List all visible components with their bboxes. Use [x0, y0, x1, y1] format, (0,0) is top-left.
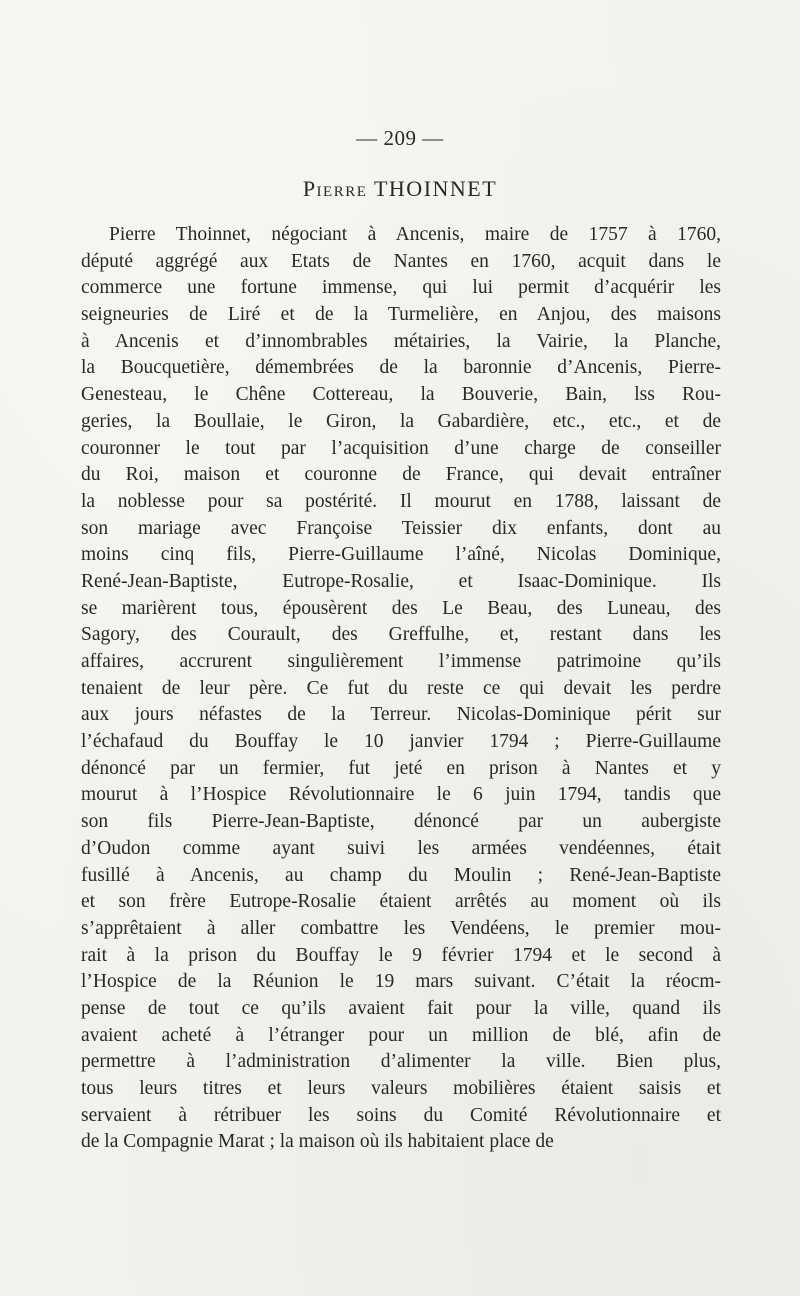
text-line: René-Jean-Baptiste, Eutrope-Rosalie, et Isaac-Dominique. Ils: [81, 570, 721, 592]
text-line: geries, la Boullaie, le Giron, la Gabardière, etc., etc., et de: [81, 410, 721, 432]
text-line: et son frère Eutrope-Rosalie étaient arrêtés au moment où ils: [81, 891, 721, 913]
text-line: couronner le tout par l’acquisition d’une charge de conseiller: [81, 437, 721, 459]
text-line: du Roi, maison et couronne de France, qui devait entraîner: [81, 464, 721, 486]
text-line: rait à la prison du Bouffay le 9 février 1794 et le second à: [81, 944, 721, 966]
section-heading: Pierre THOINNET: [302, 176, 498, 201]
text-line: Genesteau, le Chêne Cottereau, la Bouverie, Bain, lss Rou-: [81, 384, 721, 406]
text-line: servaient à rétribuer les soins du Comité Révolutionnaire et: [81, 1104, 721, 1126]
body-paragraph: [81, 222, 721, 1156]
text-line: Sagory, des Courault, des Greffulhe, et, restant dans les: [81, 624, 721, 646]
text-line: de la Compagnie Marat ; la maison où ils habitaient place de: [81, 1131, 554, 1153]
text-line: fusillé à Ancenis, au champ du Moulin ; René-Jean-Baptiste: [81, 864, 721, 886]
text-line: la noblesse pour sa postérité. Il mourut en 1788, laissant de: [81, 490, 721, 512]
text-line: son mariage avec Françoise Teissier dix enfants, dont au: [81, 517, 721, 539]
text-line: mourut à l’Hospice Révolutionnaire le 6 juin 1794, tandis que: [81, 784, 721, 806]
text-line: moins cinq fils, Pierre-Guillaume l’aîné, Nicolas Dominique,: [81, 544, 721, 566]
text-line: avaient acheté à l’étranger pour un million de blé, afin de: [81, 1024, 721, 1046]
text-line: la Boucquetière, démembrées de la baronnie d’Ancenis, Pierre-: [81, 357, 721, 379]
text-line: l’échafaud du Bouffay le 10 janvier 1794 ; Pierre-Guillaume: [81, 731, 721, 753]
text-line: aux jours néfastes de la Terreur. Nicolas-Dominique périt sur: [81, 704, 721, 726]
text-line: son fils Pierre-Jean-Baptiste, dénoncé par un aubergiste: [81, 811, 721, 833]
text-line: dénoncé par un fermier, fut jeté en prison à Nantes et y: [81, 757, 721, 779]
text-line: s’apprêtaient à aller combattre les Vendéens, le premier mou-: [81, 917, 721, 939]
text-line: affaires, accrurent singulièrement l’immense patrimoine qu’ils: [81, 651, 721, 672]
text-line: tenaient de leur père. Ce fut du reste ce qui devait les perdre: [81, 677, 721, 699]
text-line: permettre à l’administration d’alimenter la ville. Bien plus,: [81, 1051, 721, 1073]
text-line: l’Hospice de la Réunion le 19 mars suivant. C’était la réocm-: [81, 971, 721, 993]
text-line: seigneuries de Liré et de la Turmelière, en Anjou, des maisons: [81, 304, 721, 326]
text-line: commerce une fortune immense, qui lui permit d’acquérir les: [81, 277, 721, 299]
text-line: à Ancenis et d’innombrables métairies, la Vairie, la Planche,: [81, 330, 721, 352]
page-number: — 209 —: [356, 126, 444, 150]
text-line: député aggrégé aux Etats de Nantes en 1760, acquit dans le: [81, 250, 721, 272]
text-line: pense de tout ce qu’ils avaient fait pour la ville, quand ils: [81, 997, 721, 1019]
text-line: tous leurs titres et leurs valeurs mobilières étaient saisis et: [81, 1078, 721, 1099]
text-line: d’Oudon comme ayant suivi les armées vendéennes, était: [81, 837, 721, 859]
text-line: se marièrent tous, épousèrent des Le Beau, des Luneau, des: [81, 597, 721, 619]
text-line: Pierre Thoinnet, négociant à Ancenis, maire de 1757 à 1760,: [109, 224, 721, 245]
